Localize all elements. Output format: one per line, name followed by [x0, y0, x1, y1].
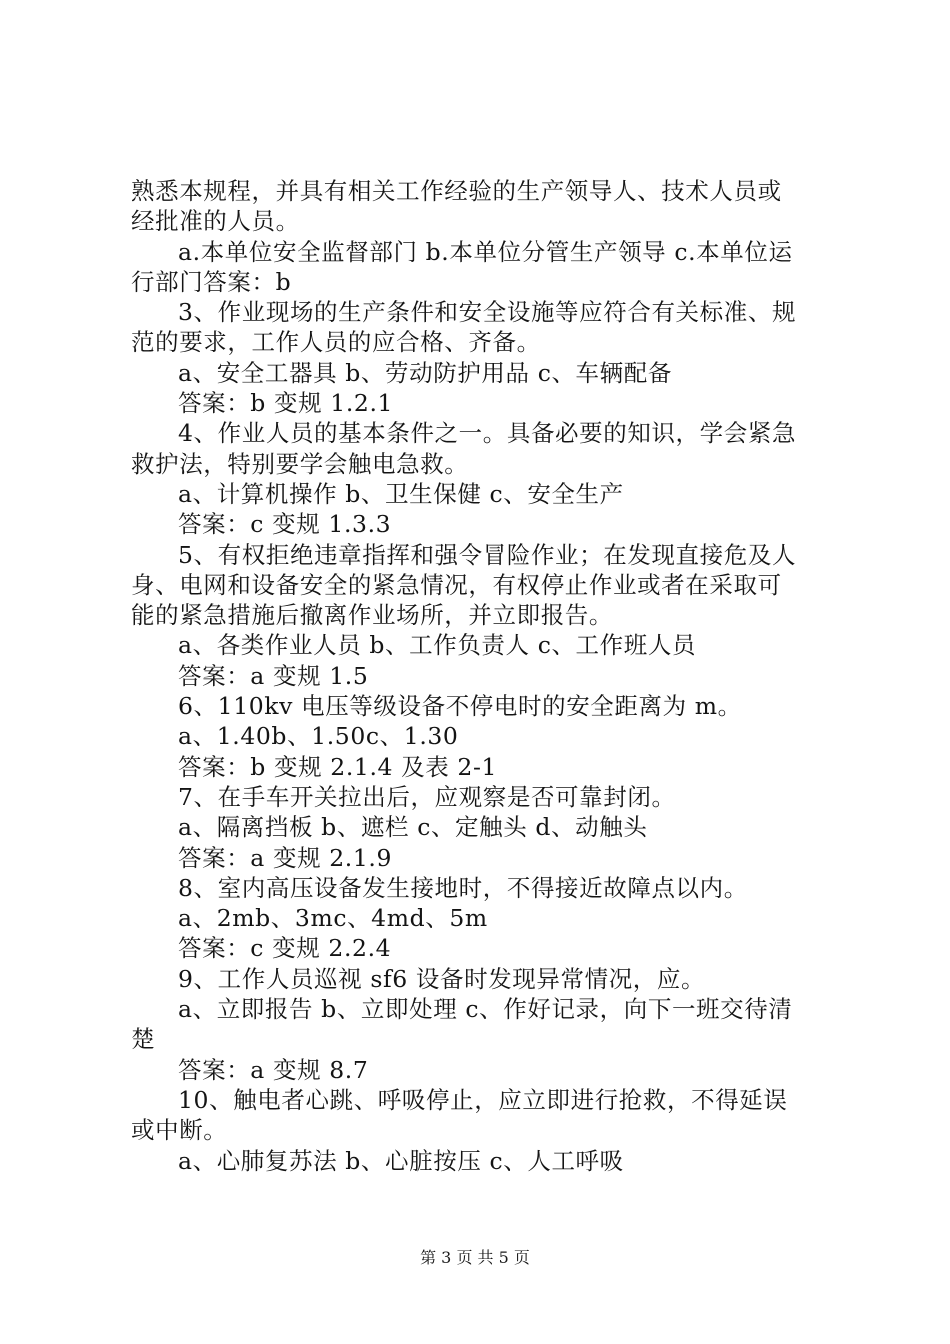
text-line: 行部门答案：b: [131, 267, 292, 296]
text-line: a、心肺复苏法 b、心脏按压 c、人工呼吸: [178, 1146, 624, 1175]
text-line: 救护法，特别要学会触电急救。: [131, 449, 469, 478]
text-line: a、计算机操作 b、卫生保健 c、安全生产: [178, 479, 624, 508]
text-line: 身、电网和设备安全的紧急情况，有权停止作业或者在采取可: [131, 570, 782, 599]
text-line: 3、作业现场的生产条件和安全设施等应符合有关标准、规: [178, 298, 797, 327]
text-line: 熟悉本规程，并具有相关工作经验的生产领导人、技术人员或: [131, 177, 782, 205]
text-line: 8、室内高压设备发生接地时，不得接近故障点以内。: [178, 873, 748, 902]
text-line: 范的要求，工作人员的应合格、齐备。: [131, 328, 541, 357]
text-line: a、1.40b、1.50c、1.30: [178, 722, 459, 751]
text-line: 或中断。: [131, 1116, 228, 1145]
text-line: 答案：b 变规 2.1.4 及表 2-1: [178, 752, 498, 781]
text-line: a、各类作业人员 b、工作负责人 c、工作班人员: [178, 631, 697, 660]
text-line: 9、工作人员巡视 sf6 设备时发现异常情况，应。: [178, 964, 706, 993]
text-line: 能的紧急措施后撤离作业场所，并立即报告。: [131, 601, 613, 630]
text-line: 答案：a 变规 1.5: [178, 661, 369, 690]
text-line: 楚: [131, 1025, 156, 1054]
text-line: 答案：b 变规 1.2.1: [178, 389, 394, 418]
text-line: 答案：c 变规 2.2.4: [178, 934, 392, 963]
text-line: 10、触电者心跳、呼吸停止，应立即进行抢救，不得延误: [178, 1085, 788, 1114]
text-line: a.本单位安全监督部门 b.本单位分管生产领导 c.本单位运: [178, 237, 793, 266]
text-line: a、2mb、3mc、4md、5m: [178, 904, 488, 933]
text-line: 7、在手车开关拉出后，应观察是否可靠封闭。: [178, 782, 676, 811]
text-line: 答案：c 变规 1.3.3: [178, 510, 392, 539]
document-body: [131, 176, 831, 1176]
text-line: 经批准的人员。: [131, 207, 300, 236]
text-line: 4、作业人员的基本条件之一。具备必要的知识，学会紧急: [178, 419, 797, 448]
text-line: a、立即报告 b、立即处理 c、作好记录，向下一班交待清: [178, 995, 793, 1024]
page-footer: 第 3 页 共 5 页: [420, 1248, 530, 1267]
text-line: a、安全工器具 b、劳动防护用品 c、车辆配备: [178, 358, 672, 387]
text-line: 6、110kv 电压等级设备不停电时的安全距离为 m。: [178, 692, 742, 721]
text-line: a、隔离挡板 b、遮栏 c、定触头 d、动触头: [178, 813, 648, 842]
text-line: 答案：a 变规 8.7: [178, 1055, 369, 1084]
text-line: 答案：a 变规 2.1.9: [178, 843, 393, 872]
text-line: 5、有权拒绝违章指挥和强令冒险作业；在发现直接危及人: [178, 540, 797, 569]
